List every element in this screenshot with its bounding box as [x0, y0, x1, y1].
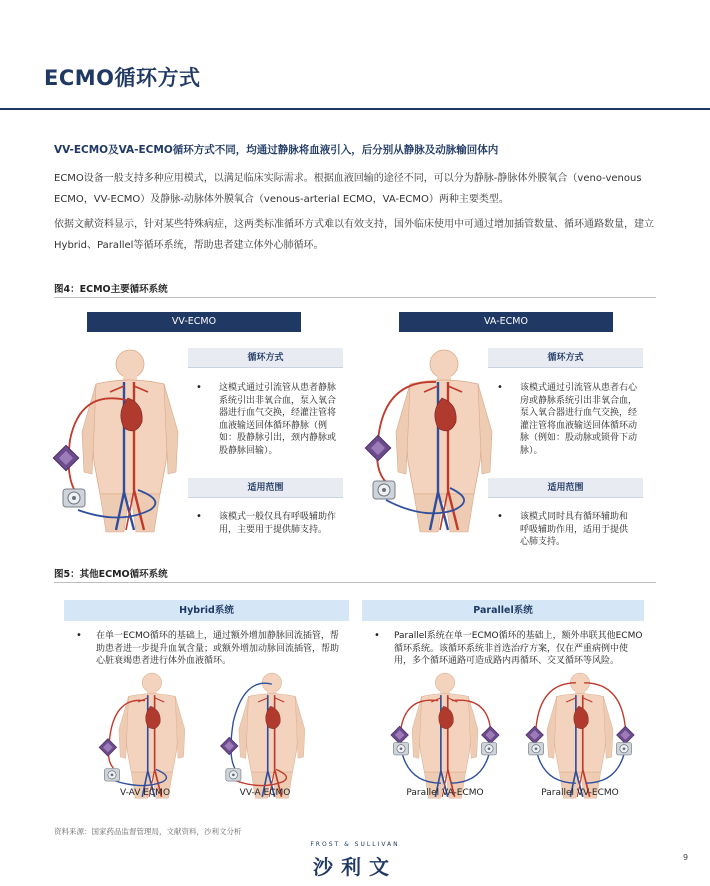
- va-ecmo-illustration: [364, 360, 504, 520]
- va-scope-text: 该模式同时具有循环辅助和呼吸辅助作用，适用于提供心肺支持。: [520, 512, 629, 547]
- figure4-label: 图4：ECMO主要循环系统: [54, 284, 168, 295]
- v-av-ecmo-illustration: [90, 680, 200, 790]
- va-mode-text: 该模式通过引流管从患者右心房或静脉系统引出非氧合血，泵入氧合器进行血气交换，经灌注管将血液输送回体循环动脉（例如：股动脉或锁骨下动脉）。: [520, 383, 638, 456]
- caption-vv-a-ecmo: VV-A ECMO: [239, 788, 291, 798]
- vv-mode-bullet: •: [196, 382, 202, 393]
- page-title: ECMO循环方式: [44, 66, 201, 90]
- va-scope-bullet: •: [497, 511, 503, 522]
- figure5-label: 图5：其他ECMO循环系统: [54, 569, 168, 580]
- figure4-divider: [54, 297, 656, 298]
- vv-a-ecmo-illustration: [210, 680, 320, 790]
- vv-scope-text: 该模式一般仅具有呼吸辅助作用，主要用于提供肺支持。: [219, 512, 337, 535]
- caption-parallel-va-ecmo: Parallel VA-ECMO: [406, 788, 484, 798]
- va-mode-heading: 循环方式: [488, 348, 643, 368]
- hybrid-text: 在单一ECMO循环的基础上，通过额外增加静脉回流插管，帮助患者进一步提升血氧含量；或额外增加动脉回流插管，帮助心脏衰竭患者进行体外血液循环。: [96, 631, 340, 666]
- paragraph-modes: ECMO设备一般支持多种应用模式，以满足临床实际需求。根据血液回输的途径不同，可以分为静脉-静脉体外膜氧合（veno-venous ECMO，VV-ECMO）及静脉-动脉体外膜氧合（venous-arterial ECMO，VA-ECMO）两种主要类型。: [54, 173, 642, 205]
- logo-chinese: 沙利文: [313, 855, 397, 879]
- parallel-title: Parallel系统: [362, 600, 644, 621]
- caption-v-av-ecmo: V-AV ECMO: [119, 788, 171, 798]
- figure5-divider: [54, 582, 656, 583]
- vv-mode-heading: 循环方式: [188, 348, 343, 368]
- page-number: 9: [683, 853, 689, 862]
- parallel-va-ecmo-illustration: [385, 680, 505, 790]
- caption-parallel-vv-ecmo: Parallel VV-ECMO: [541, 788, 619, 798]
- hybrid-title: Hybrid系统: [64, 600, 349, 621]
- source-note: 资料来源：国家药品监督管理局，文献资料，沙利文分析: [54, 827, 242, 836]
- vv-scope-heading: 适用范围: [188, 478, 343, 498]
- hybrid-bullet: •: [76, 630, 82, 641]
- parallel-text: Parallel系统在单一ECMO循环的基础上，额外串联其他ECMO循环系统。该循环系统非首选治疗方案，仅在严重病例中使用，多个循环通路可造成路内再循环、交叉循环等风险。: [394, 631, 643, 666]
- va-mode-bullet: •: [497, 382, 503, 393]
- title-divider: [0, 108, 710, 110]
- parallel-vv-ecmo-illustration: [520, 680, 640, 790]
- vv-ecmo-illustration: [50, 360, 190, 520]
- vv-scope-bullet: •: [196, 511, 202, 522]
- lead-sentence: VV-ECMO及VA-ECMO循环方式不同，均通过静脉将血液引入，后分别从静脉及动脉输回体内: [54, 144, 499, 156]
- vv-mode-text: 这模式通过引流管从患者静脉系统引出非氧合血，泵入氧合器进行血气交换，经灌注管将血液输送回体循环静脉（例如：股静脉引出，颈内静脉或股静脉回输）。: [219, 383, 337, 456]
- va-scope-heading: 适用范围: [488, 478, 643, 498]
- paragraph-special-systems: 依据文献资料显示，针对某些特殊病症，这两类标准循环方式难以有效支持，国外临床使用中可通过增加插管数量、循环通路数量，建立Hybrid、Parallel等循环系统，帮助患者建立体外心肺循环。: [54, 219, 654, 251]
- parallel-bullet: •: [374, 630, 380, 641]
- vv-ecmo-title: VV-ECMO: [87, 312, 301, 332]
- logo-english: FROST & SULLIVAN: [310, 841, 400, 848]
- va-ecmo-title: VA-ECMO: [399, 312, 613, 332]
